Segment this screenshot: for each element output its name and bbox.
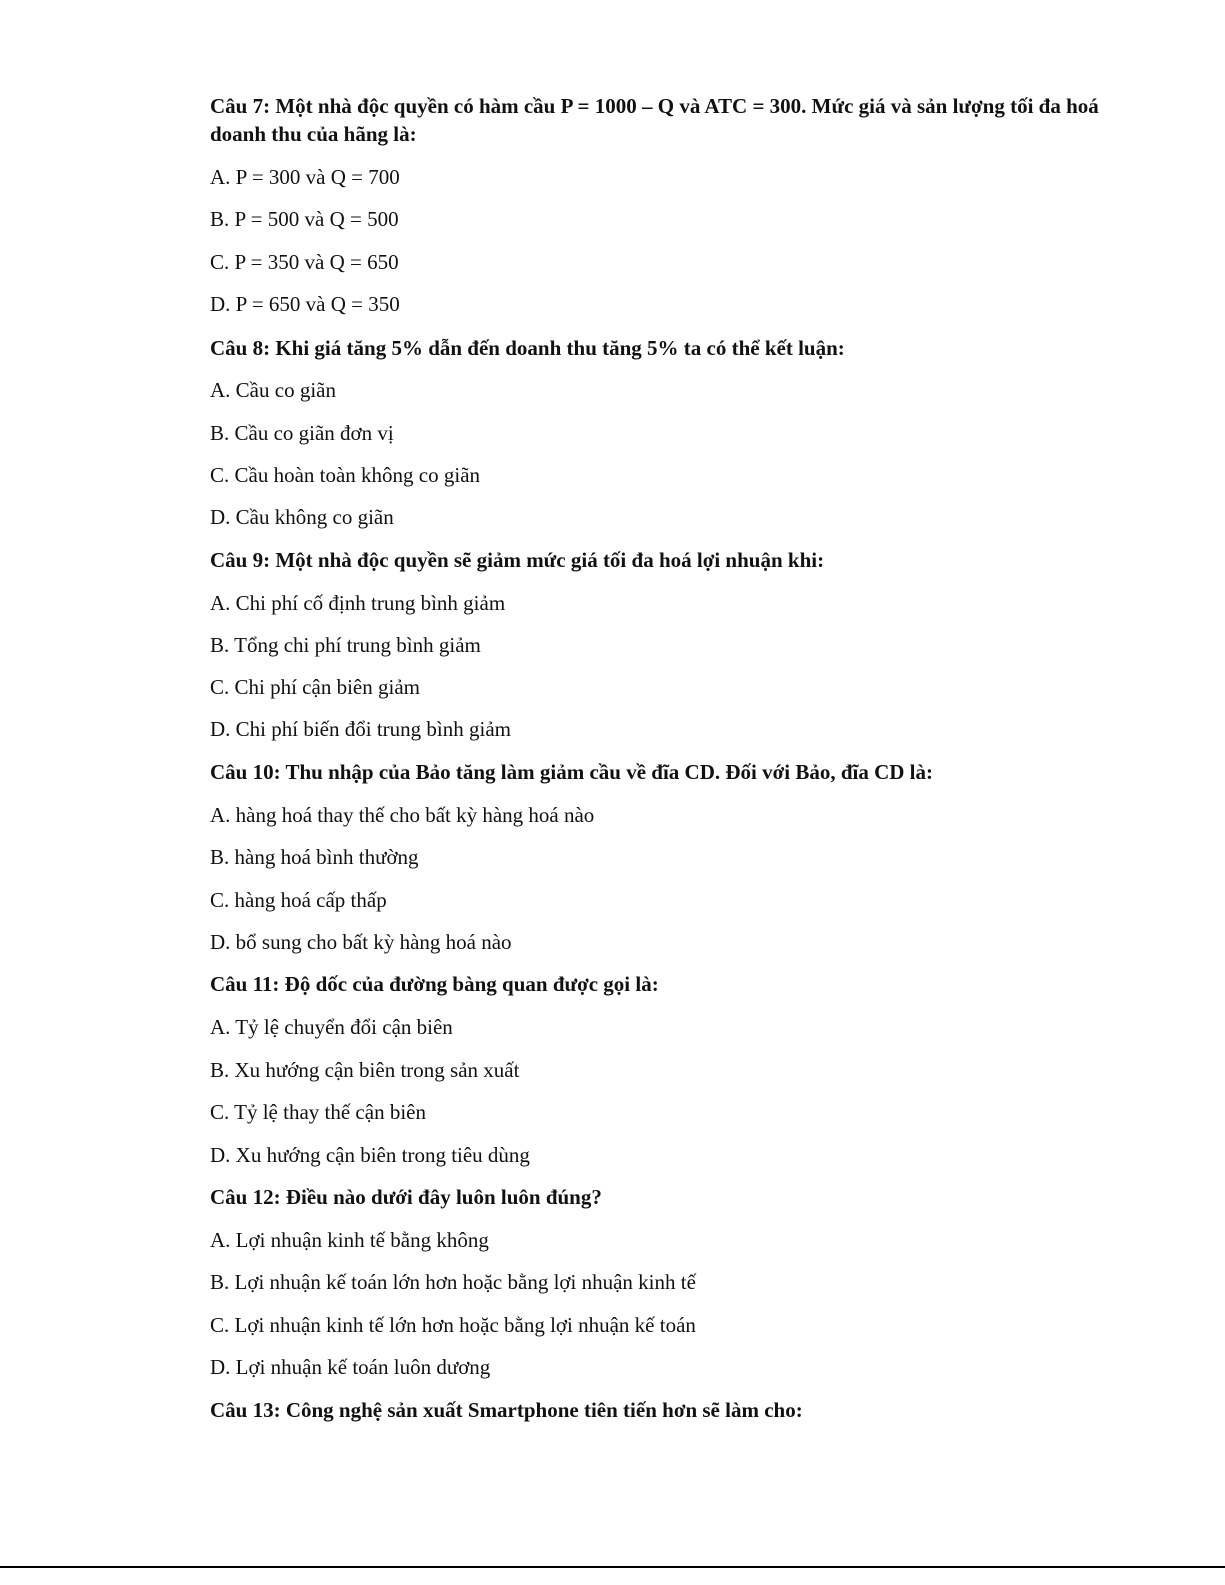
question-9-option-a: A. Chi phí cố định trung bình giảm [210, 591, 506, 615]
question-8-option-d: D. Cầu không co giãn [210, 505, 394, 529]
question-11-option-a: A. Tỷ lệ chuyển đổi cận biên [210, 1015, 453, 1039]
question-12-option-d: D. Lợi nhuận kế toán luôn dương [210, 1355, 491, 1379]
question-9-option-b: B. Tổng chi phí trung bình giảm [210, 633, 481, 657]
question-11-title: Câu 11: Độ dốc của đường bàng quan được gọi là: [210, 972, 659, 996]
question-12-option-b: B. Lợi nhuận kế toán lớn hơn hoặc bằng lợi nhuận kinh tế [210, 1270, 696, 1294]
question-8-title: Câu 8: Khi giá tăng 5% dẫn đến doanh thu tăng 5% ta có thể kết luận: [210, 336, 845, 360]
question-10-option-d: D. bổ sung cho bất kỳ hàng hoá nào [210, 930, 512, 954]
question-12-option-a: A. Lợi nhuận kinh tế bằng không [210, 1228, 489, 1252]
question-12-option-c: C. Lợi nhuận kinh tế lớn hơn hoặc bằng lợi nhuận kế toán [210, 1313, 696, 1337]
question-10-option-c: C. hàng hoá cấp thấp [210, 888, 387, 912]
question-9-option-c: C. Chi phí cận biên giảm [210, 675, 420, 699]
question-8-option-a: A. Cầu co giãn [210, 378, 336, 402]
question-10-title: Câu 10: Thu nhập của Bảo tăng làm giảm cầu về đĩa CD. Đối với Bảo, đĩa CD là: [210, 760, 934, 784]
question-7-option-a: A. P = 300 và Q = 700 [210, 165, 400, 189]
question-7-title: Câu 7: Một nhà độc quyền có hàm cầu P = 1000 – Q và ATC = 300. Mức giá và sản lượng tối đa hoá doanh thu của hãng là: [210, 94, 1099, 146]
question-9-title: Câu 9: Một nhà độc quyền sẽ giảm mức giá tối đa hoá lợi nhuận khi: [210, 548, 825, 572]
question-7-option-d: D. P = 650 và Q = 350 [210, 292, 400, 316]
question-7-option-b: B. P = 500 và Q = 500 [210, 207, 399, 231]
question-11-option-b: B. Xu hướng cận biên trong sản xuất [210, 1058, 520, 1082]
bottom-border-line [0, 1566, 1225, 1568]
question-10-option-a: A. hàng hoá thay thế cho bất kỳ hàng hoá nào [210, 803, 595, 827]
question-11-option-c: C. Tỷ lệ thay thế cận biên [210, 1100, 426, 1124]
question-8-option-b: B. Cầu co giãn đơn vị [210, 421, 394, 445]
question-10-option-b: B. hàng hoá bình thường [210, 845, 419, 869]
question-13-title: Câu 13: Công nghệ sản xuất Smartphone tiên tiến hơn sẽ làm cho: [210, 1398, 803, 1422]
question-11-option-d: D. Xu hướng cận biên trong tiêu dùng [210, 1143, 530, 1167]
question-8-option-c: C. Cầu hoàn toàn không co giãn [210, 463, 481, 487]
question-9-option-d: D. Chi phí biến đổi trung bình giảm [210, 717, 511, 741]
question-12-title: Câu 12: Điều nào dưới đây luôn luôn đúng? [210, 1185, 602, 1209]
question-7-option-c: C. P = 350 và Q = 650 [210, 250, 399, 274]
